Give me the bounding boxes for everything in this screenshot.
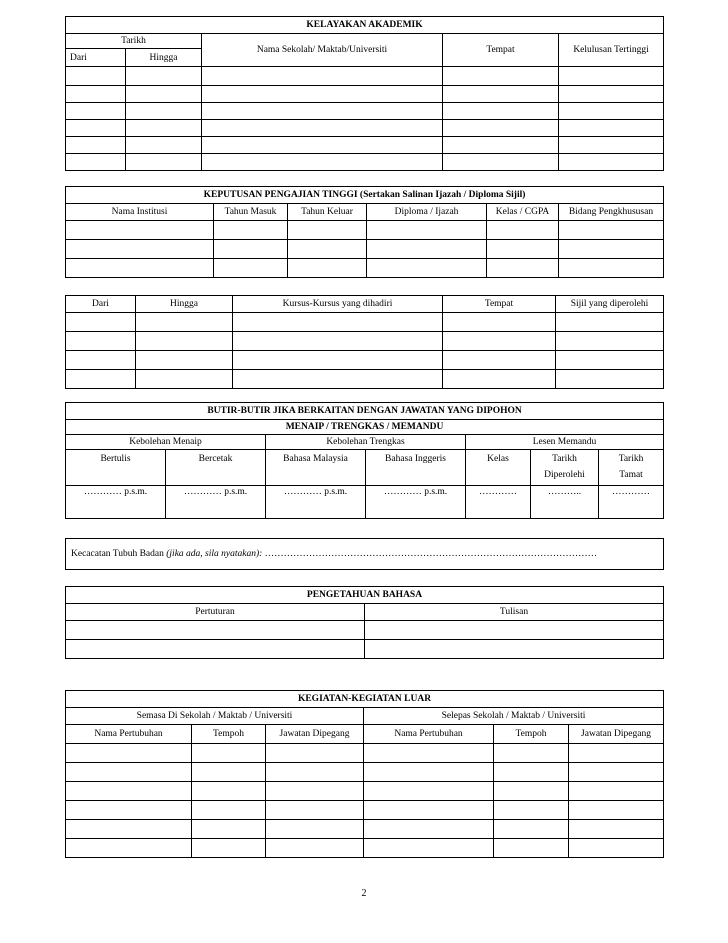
diploma-ijazah-header: Diploma / Ijazah (367, 204, 487, 221)
akademik-row[interactable] (66, 120, 664, 137)
jawatan-dipegang-header-2: Jawatan Dipegang (569, 725, 664, 744)
akademik-row[interactable] (66, 154, 664, 171)
tulisan-header: Tulisan (365, 604, 664, 621)
pengetahuan-bahasa-title: PENGETAHUAN BAHASA (66, 587, 664, 604)
nama-pertubuhan-header-2: Nama Pertubuhan (364, 725, 494, 744)
bercetak-field[interactable]: ………… p.s.m. (166, 486, 266, 519)
tarikh-diperolehi-line2: Diperolehi (544, 470, 585, 480)
tarikh-tamat-header (599, 450, 664, 486)
tahun-keluar-header: Tahun Keluar (288, 204, 367, 221)
bertulis-header: Bertulis (66, 450, 166, 486)
tarikh-tamat-line2: Tamat (619, 470, 643, 480)
tarikh-header: Tarikh (66, 34, 202, 49)
jawatan-subtitle: MENAIP / TRENGKAS / MEMANDU (66, 420, 664, 435)
kursus-dihadiri-header: Kursus-Kursus yang dihadiri (233, 296, 443, 313)
akademik-row[interactable] (66, 67, 664, 86)
akademik-row[interactable] (66, 137, 664, 154)
kegiatan-row[interactable] (66, 763, 664, 782)
kegiatan-row[interactable] (66, 820, 664, 839)
kegiatan-luar-title: KEGIATAN-KEGIATAN LUAR (66, 691, 664, 708)
bidang-pengkhususan-header: Bidang Pengkhususan (559, 204, 664, 221)
page-number: 2 (361, 888, 367, 899)
tarikh-diperolehi-field[interactable]: ……….. (531, 486, 599, 519)
sijil-diperolehi-header: Sijil yang diperolehi (556, 296, 664, 313)
kecacatan-label: Kecacatan Tubuh Badan (71, 549, 167, 559)
kebolehan-trengkas-header: Kebolehan Trengkas (266, 435, 466, 450)
kegiatan-row[interactable] (66, 782, 664, 801)
bahasa-malaysia-field[interactable]: ………… p.s.m. (266, 486, 366, 519)
tarikh-diperolehi-header (531, 450, 599, 486)
tempat-header: Tempat (443, 34, 559, 67)
kebolehan-menaip-header: Kebolehan Menaip (66, 435, 266, 450)
kegiatan-row[interactable] (66, 839, 664, 858)
jawatan-title: BUTIR-BUTIR JIKA BERKAITAN DENGAN JAWATAN YANG DIPOHON (66, 403, 664, 420)
pengajian-row[interactable] (66, 221, 664, 240)
bahasa-row[interactable] (66, 640, 664, 659)
kursus-tempat-header: Tempat (443, 296, 556, 313)
pengetahuan-bahasa-table (65, 586, 664, 659)
nama-sekolah-header: Nama Sekolah/ Maktab/Universiti (202, 34, 443, 67)
kecacatan-box[interactable] (65, 538, 664, 570)
kegiatan-luar-table (65, 690, 664, 858)
kursus-row[interactable] (66, 370, 664, 389)
bahasa-inggeris-field[interactable]: ………… p.s.m. (366, 486, 466, 519)
kursus-row[interactable] (66, 313, 664, 332)
pengajian-tinggi-table (65, 186, 664, 278)
akademik-row[interactable] (66, 86, 664, 103)
bahasa-malaysia-header: Bahasa Malaysia (266, 450, 366, 486)
kelas-cgpa-header: Kelas / CGPA (487, 204, 559, 221)
kegiatan-row[interactable] (66, 801, 664, 820)
tahun-masuk-header: Tahun Masuk (214, 204, 288, 221)
tempoh-header: Tempoh (192, 725, 266, 744)
tarikh-diperolehi-line1: Tarikh (552, 454, 577, 464)
nama-institusi-header: Nama Institusi (66, 204, 214, 221)
kegiatan-row[interactable] (66, 744, 664, 763)
kursus-dari-header: Dari (66, 296, 136, 313)
kecacatan-hint: (jika ada, sila nyatakan): (166, 549, 263, 559)
pengajian-row[interactable] (66, 259, 664, 278)
tarikh-tamat-line1: Tarikh (618, 454, 644, 464)
kelayakan-akademik-table (65, 16, 664, 171)
bahasa-inggeris-header: Bahasa Inggeris (366, 450, 466, 486)
semasa-sekolah-header: Semasa Di Sekolah / Maktab / Universiti (66, 708, 364, 725)
bercetak-header: Bercetak (166, 450, 266, 486)
kursus-hingga-header: Hingga (136, 296, 233, 313)
pengajian-row[interactable] (66, 240, 664, 259)
kelas-header: Kelas (466, 450, 531, 486)
lesen-memandu-header: Lesen Memandu (466, 435, 664, 450)
pengajian-tinggi-title: KEPUTUSAN PENGAJIAN TINGGI (Sertakan Salinan Ijazah / Diploma Sijil) (66, 187, 664, 204)
tarikh-tamat-field[interactable]: ………… (599, 486, 664, 519)
kelas-field[interactable]: ………… (466, 486, 531, 519)
selepas-sekolah-header: Selepas Sekolah / Maktab / Universiti (364, 708, 664, 725)
jawatan-table (65, 402, 664, 519)
tempoh-header-2: Tempoh (494, 725, 569, 744)
kursus-table (65, 295, 664, 389)
kursus-row[interactable] (66, 351, 664, 370)
nama-pertubuhan-header: Nama Pertubuhan (66, 725, 192, 744)
kursus-row[interactable] (66, 332, 664, 351)
hingga-header: Hingga (126, 49, 202, 67)
dari-header: Dari (66, 49, 126, 67)
akademik-row[interactable] (66, 103, 664, 120)
pertuturan-header: Pertuturan (66, 604, 365, 621)
jawatan-dipegang-header: Jawatan Dipegang (266, 725, 364, 744)
kelayakan-akademik-title: KELAYAKAN AKADEMIK (66, 17, 664, 34)
kelulusan-header: Kelulusan Tertinggi (559, 34, 664, 67)
kecacatan-dots: …………………………………………………………………………………………… (262, 549, 598, 559)
bahasa-row[interactable] (66, 621, 664, 640)
bertulis-field[interactable]: ………… p.s.m. (66, 486, 166, 519)
